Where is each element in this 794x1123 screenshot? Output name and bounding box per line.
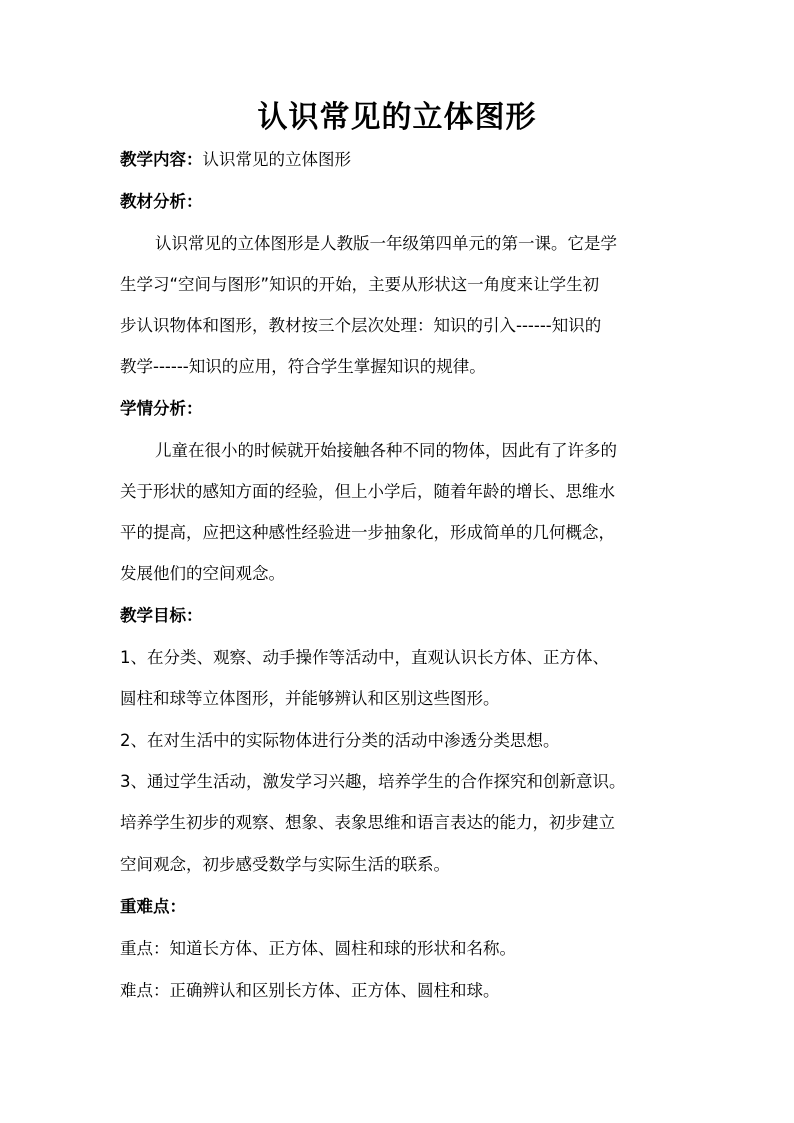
- key-heading: 重难点：: [120, 897, 186, 916]
- analysis-heading: 教材分析：: [120, 192, 203, 211]
- document-title: 认识常见的立体图形: [257, 100, 537, 135]
- analysis-line: 步认识物体和图形，教材按三个层次处理：知识的引入------知识的: [120, 316, 602, 335]
- key-line: 重点：知道长方体、正方体、圆柱和球的形状和名称。: [120, 939, 516, 958]
- students-line: 儿童在很小的时候就开始接触各种不同的物体，因此有了许多的: [155, 441, 617, 460]
- students-line: 关于形状的感知方面的经验，但上小学后，随着年龄的增长、思维水: [120, 482, 615, 501]
- goals-heading: 教学目标：: [120, 606, 203, 625]
- content-label: 教学内容：: [120, 150, 203, 169]
- goals-line: 空间观念，初步感受数学与实际生活的联系。: [120, 855, 450, 874]
- students-line: 平的提高，应把这种感性经验进一步抽象化，形成简单的几何概念，: [120, 523, 615, 542]
- goals-line: 培养学生初步的观察、想象、表象思维和语言表达的能力，初步建立: [120, 813, 615, 832]
- goals-line: 圆柱和球等立体图形，并能够辨认和区别这些图形。: [120, 689, 500, 708]
- content-value: 认识常见的立体图形: [202, 150, 351, 169]
- students-line: 发展他们的空间观念。: [120, 564, 285, 583]
- goals-line: 1、在分类、观察、动手操作等活动中，直观认识长方体、正方体、: [120, 648, 609, 667]
- goals-line: 3、通过学生活动，激发学习兴趣，培养学生的合作探究和创新意识。: [120, 772, 626, 791]
- goals-line: 2、在对生活中的实际物体进行分类的活动中渗透分类思想。: [120, 731, 560, 750]
- analysis-line: 认识常见的立体图形是人教版一年级第四单元的第一课。它是学: [155, 234, 617, 253]
- analysis-line: 教学------知识的应用，符合学生掌握知识的规律。: [120, 357, 486, 376]
- content-line: [120, 148, 690, 172]
- students-heading: 学情分析：: [120, 399, 203, 418]
- key-line: 难点：正确辨认和区别长方体、正方体、圆柱和球。: [120, 981, 500, 1000]
- analysis-line: 生学习“空间与图形”知识的开始，主要从形状这一角度来让学生初: [120, 275, 600, 294]
